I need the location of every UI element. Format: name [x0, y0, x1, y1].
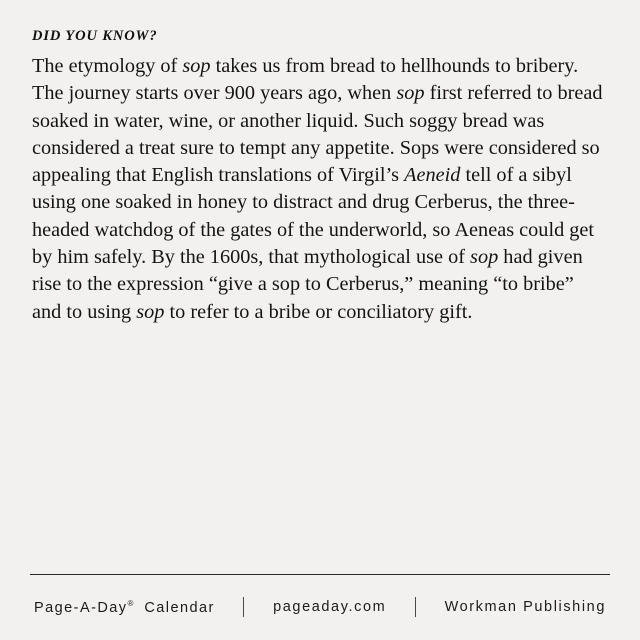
footer-brand-name: Page-A-Day — [34, 599, 128, 616]
footer-publisher: Workman Publishing — [444, 599, 606, 615]
footer-separator-right — [415, 597, 416, 617]
footer-content — [30, 574, 610, 640]
footer-brand-suffix: Calendar — [144, 599, 215, 616]
footer-brand — [34, 599, 215, 616]
page-kicker: DID YOU KNOW? — [32, 28, 158, 44]
footer-website[interactable]: pageaday.com — [273, 599, 387, 615]
registered-mark-icon: ® — [127, 598, 134, 608]
page-footer — [30, 574, 610, 640]
body-paragraph: The etymology of sop takes us from bread to hellhounds to bribery. The journey starts over 900 years ago, when sop first referred to bread soaked in water, wine, or another liquid. Such soggy bread was considered a treat sure to tempt any appetite. Sops were considered so appealing that English translations of Virgil’s Aeneid tell of a sibyl using one soaked in honey to distract and drug Cerberus, the three-headed watchdog of the gates of the underworld, so Aeneas could get by him safely. By the 1600s, that mythological use of sop had given rise to the expression “give a sop to Cerberus,” meaning “to bribe” and to using sop to refer to a bribe or conciliatory gift. — [32, 55, 603, 323]
footer-separator-left — [243, 597, 244, 617]
